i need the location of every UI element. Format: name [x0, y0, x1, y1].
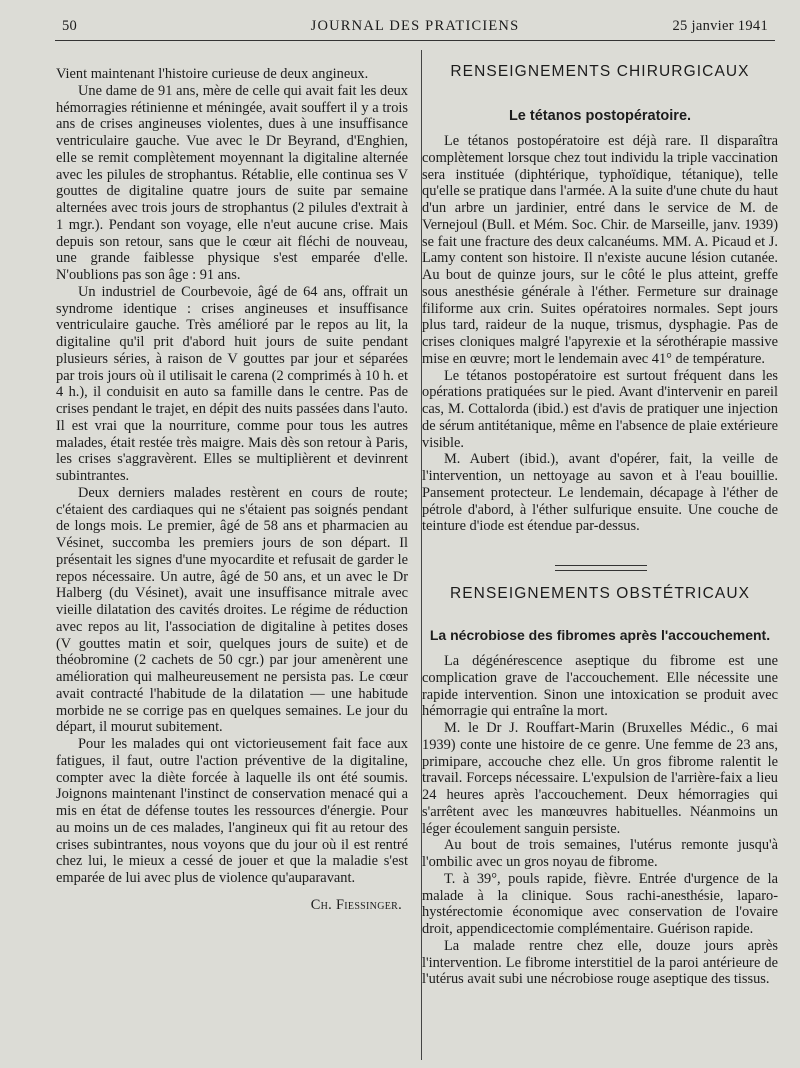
paragraph: Vient maintenant l'histoire curieuse de deux angineux.	[56, 66, 369, 82]
paragraph: T. à 39°, pouls rapide, fièvre. Entrée d'urgence de la malade à la clinique. Sous rachi-anesthésie, laparo-hystérectomie économique avec conservation de l'ovaire droit, appendicectomie complémentaire. Guérison rapide.	[422, 870, 778, 937]
paragraph: Une dame de 91 ans, mère de celle qui avait fait les deux hémorragies rétinienne et méningée, avait souffert il y a trois ans de crises angineuses violentes, dues à une insuffisance ventriculaire gauche. Vue avec le Dr Beyrand, d'Enghien, elle se remit complètement moyennant la digitaline alternée avec les pilules de strophantus. Rétablie, elle continua ses V gouttes de digitaline quatre jours de suite par semaine alternées avec trois jours de strophantus (2 pilules d'extrait à 1 mgr.). Pendant son voyage, elle n'eut aucune crise. Mais depuis son retour, sans que le cœur ait fléchi de nouveau, une grande faiblesse physique s'est emparée d'elle. N'oublions pas son âge : 91 ans.	[56, 82, 408, 283]
paragraph: Le tétanos postopératoire est déjà rare. Il disparaîtra complètement lorsque chez tout individu la triple vaccination sera instituée (diphtérique, typhoïdique, tétanique), telle qu'elle se pratique dans l'armée. A la suite d'une chute du haut d'un arbre un jardinier, entré dans le service de M. de Vernejoul (Bull. et Mém. Soc. Chir. de Marseille, janv. 1939) se fait une fracture des deux calcanéums. MM. A. Picaud et J. Lamy content son histoire. Il n'existe aucune lésion cutanée. Au bout de quinze jours, sur le côté le plus atteint, greffe sous anesthésie générale à l'éther. Fermeture sur drainage filiforme aux crin. Suites opératoires normales. Sept jours plus tard, raideur de la nuque, trismus, dysphagie. Pas de crises cloniques malgré l'apyrexie et la sérothérapie massive mise en œuvre; mort le lendemain avec 41° de température.	[422, 133, 778, 367]
subsection-title-tetanos: Le tétanos postopératoire.	[508, 108, 692, 124]
subsection-title-necrobiose: La nécrobiose des fibromes après l'accouchement.	[429, 627, 771, 643]
paragraph: Au bout de trois semaines, l'utérus remonte jusqu'à l'ombilic avec un gros noyau de fibrome.	[422, 837, 778, 870]
paragraph: Le tétanos postopératoire est surtout fréquent dans les opérations pratiquées sur le pied. Avant d'intervenir en pareil cas, M. Cottalorda (ibid.) est d'avis de pratiquer une injection de sérum antitétanique, même en l'absence de plaie extérieure visible.	[422, 367, 778, 451]
author-signature: Ch. Fiessinger.	[310, 896, 402, 913]
paragraph: Un industriel de Courbevoie, âgé de 64 ans, offrait un syndrome identique : crises angineuses et insuffisance ventriculaire gauche. Très amélioré par le repos au lit, la digitaline qu'il prit d'abord huit jours de suite pendant plusieurs séries, à raison de V gouttes par jour et séparées par trois jours où il utilisait le carena (2 comprimés à 10 h. et 4 h.), il conduisit en auto sa famille dans le centre. Pas de crises pendant le trajet, en dépit des nuits passées dans l'auto. Il est vrai que la nourriture, comme pour tous les autres malades, était restée très maigre. Mais dès son retour à Paris, les crises s'aggravèrent. Elles se multiplièrent et devinrent subintrantes.	[56, 283, 408, 484]
issue-date: 25 janvier 1941	[672, 18, 768, 34]
paragraph: La dégénérescence aseptique du fibrome est une complication grave de l'accouchement. Elle nécessite une rapide intervention. Sinon une intoxication se produit avec hémorragie qui entraîne la mort.	[422, 653, 778, 720]
paragraph: Pour les malades qui ont victorieusement fait face aux fatigues, il faut, outre l'action préventive de la digitaline, compter avec la diète forcée à laquelle ils ont été soumis. Joignons maintenant l'instinct de conservation menacé qui a mis en état de défense toutes les ressources d'énergie. Pour au moins un de ces malades, l'angineux qui fit au retour des crises subintrantes, nous voyons que du jour où il est rentré chez lui, le mieux a cessé de jouer et que la maladie s'est emparée de lui avec plus de violence qu'auparavant.	[56, 736, 408, 886]
paragraph: Deux derniers malades restèrent en cours de route; c'étaient des cardiaques qui ne s'étaient pas soignés pendant de longs mois. Le premier, âgé de 58 ans et pharmacien au Vésinet, succomba les premiers jours de son départ. Il présentait les signes d'une myocardite et refusait de garder le repos nécessaire. Un autre, âgé de 50 ans, et un avec le Dr Halberg (du Vésinet), avait une insuffisance mitrale avec vieille dilatation des cavités droites. Le régime de réduction avec repos au lit, l'association de digitaline à petites doses (V gouttes matin et soir, quelques jours de suite) et de théobromine (2 cachets de 50 cgr.) par jour amenèrent une amélioration qui malheureusement ne persista pas. Le cœur avait contracté l'habitude de la dilatation — une habitude morbide ne se corrige pas en quelques semaines. Le jour du départ, il mourut subitement.	[56, 484, 408, 736]
page-number: 50	[62, 18, 78, 34]
journal-title: JOURNAL DES PRATICIENS	[310, 18, 520, 34]
paragraph: M. le Dr J. Rouffart-Marin (Bruxelles Médic., 6 mai 1939) conte une histoire de ce genre. Une femme de 23 ans, primipare, accouche chez elle. Un gros fibrome ralentit le travail. Forceps nécessaire. L'expulsion de l'arrière-faix a lieu 24 heures après l'accouchement. Deux hémorragies qui s'arrêtent avec les manœuvres habituelles. Néanmoins un léger écoulement sanguin persiste.	[422, 720, 778, 837]
paragraph: M. Aubert (ibid.), avant d'opérer, fait, la veille de l'intervention, un nettoyage au savon et à l'eau bouillie. Pansement protecteur. Le lendemain, décapage à l'éther de pétrole d'abord, à l'éther sulfurique ensuite. Une couche de teinture d'iode est étendue par-dessus.	[422, 451, 778, 535]
paragraph: La malade rentre chez elle, douze jours après l'intervention. Le fibrome interstitiel de la paroi antérieure de l'utérus avait subi une nécrobiose rouge aseptique des tissus.	[422, 937, 778, 988]
right-column-section-2	[422, 653, 778, 988]
section-title-obstetricaux: RENSEIGNEMENTS OBSTÉTRICAUX	[449, 585, 751, 602]
section-separator	[555, 565, 647, 571]
header-rule	[55, 40, 775, 41]
right-column-section-1	[422, 133, 778, 535]
section-title-chirurgicaux: RENSEIGNEMENTS CHIRURGICAUX	[450, 63, 750, 80]
running-header	[62, 18, 768, 40]
left-column	[56, 66, 408, 914]
